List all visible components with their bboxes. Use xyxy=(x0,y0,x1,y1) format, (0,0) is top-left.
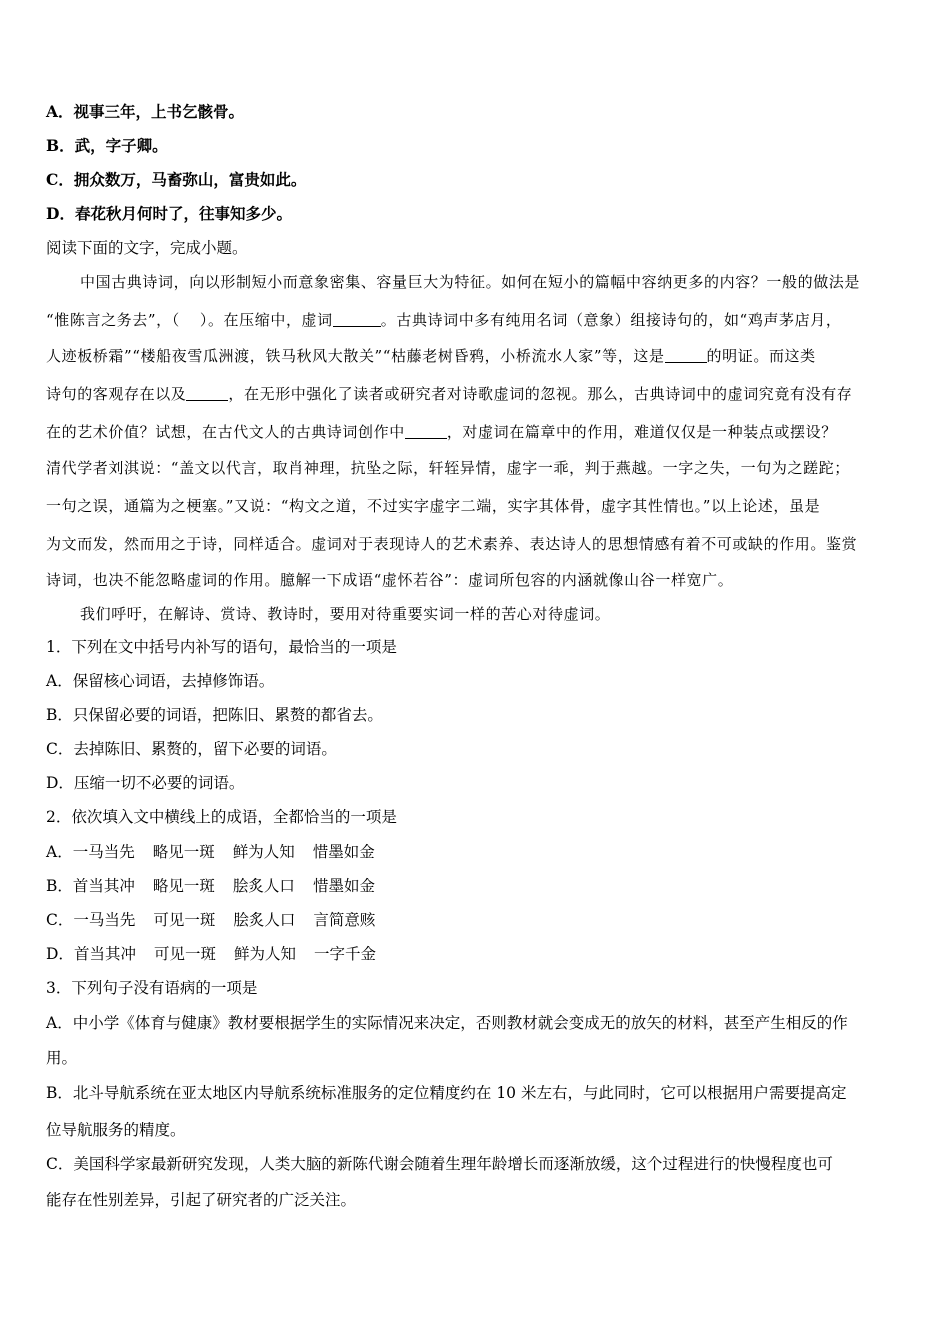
passage-line xyxy=(46,310,841,330)
q2-option-c xyxy=(46,910,375,930)
passage-line: 我们呼吁，在解诗、赏诗、教诗时，要用对待重要实词一样的苦心对待虚词。 xyxy=(80,605,611,623)
passage-text: 的明证。而这类 xyxy=(706,347,816,365)
q2-option-a xyxy=(46,842,375,862)
top-option-d: D．春花秋月何时了，往事知多少。 xyxy=(46,204,292,223)
question-3-stem: 3．下列句子没有语病的一项是 xyxy=(46,979,258,997)
passage-line: 一句之误，通篇为之梗塞。”又说：“构文之道，不过实字虚字二端，实字其体骨，虚字其性情也。”以上论述，虽是 xyxy=(46,497,821,515)
idiom: 惜墨如金 xyxy=(312,877,375,895)
idiom: 鲜为人知 xyxy=(233,945,296,963)
q3-option-b-line1: B．北斗导航系统在亚太地区内导航系统标准服务的定位精度约在 10 米左右，与此同时，它可以根据用户需要提高定 xyxy=(46,1084,847,1102)
passage-text: 。古典诗词中多有纯用名词（意象）组接诗句的，如“鸡声茅店月， xyxy=(380,311,842,329)
idiom: 首当其冲 xyxy=(73,945,136,963)
passage-text: “惟陈言之务去”，（ xyxy=(46,311,180,329)
passage-text: ）。在压缩中，虚词 xyxy=(199,311,333,329)
q2-option-d xyxy=(46,944,376,964)
passage-line xyxy=(46,346,816,366)
passage-line xyxy=(46,384,852,404)
idiom: 惜墨如金 xyxy=(312,843,375,861)
q1-option-a: A．保留核心词语，去掉修饰语。 xyxy=(46,672,275,690)
question-1-stem: 1．下列在文中括号内补写的语句，最恰当的一项是 xyxy=(46,638,397,656)
idiom: 略见一斑 xyxy=(152,877,215,895)
q1-option-d: D．压缩一切不必要的词语。 xyxy=(46,774,245,792)
reading-instruction: 阅读下面的文字，完成小题。 xyxy=(46,239,248,257)
passage-line: 为文而发，然而用之于诗，同样适合。虚词对于表现诗人的艺术素养、表达诗人的思想情感有着不可或缺的作用。鉴赏 xyxy=(46,535,858,553)
idiom: 可见一斑 xyxy=(153,911,216,929)
passage-text: 人迹板桥霜”“楼船夜雪瓜洲渡，铁马秋风大散关”“枯藤老树昏鸦，小桥流水人家”等，这是 xyxy=(46,347,665,365)
q1-option-c: C．去掉陈旧、累赘的，留下必要的词语。 xyxy=(46,740,337,758)
idiom: 一马当先 xyxy=(72,843,135,861)
q3-option-c-line1: C．美国科学家最新研究发现，人类大脑的新陈代谢会随着生理年龄增长而逐渐放缓，这个过程进行的快慢程度也可 xyxy=(46,1155,833,1173)
idiom: 脍炙人口 xyxy=(232,877,295,895)
fill-blank-2 xyxy=(665,347,707,363)
idiom: 略见一斑 xyxy=(152,843,215,861)
top-option-c: C．拥众数万，马畜弥山，富贵如此。 xyxy=(46,170,307,189)
passage-text: 在的艺术价值？试想，在古代文人的古典诗词创作中 xyxy=(46,423,405,441)
passage-line: 诗词，也决不能忽略虚词的作用。臆解一下成语“虚怀若谷”：虚词所包容的内涵就像山谷一样宽广。 xyxy=(46,571,734,589)
idiom: 言简意赅 xyxy=(313,911,376,929)
question-2-stem: 2．依次填入文中横线上的成语，全都恰当的一项是 xyxy=(46,808,397,826)
idiom: 一马当先 xyxy=(73,911,136,929)
top-option-b: B．武，字子卿。 xyxy=(46,136,168,155)
idiom: 可见一斑 xyxy=(153,945,216,963)
q3-option-a-line1: A．中小学《体育与健康》教材要根据学生的实际情况来决定，否则教材就会变成无的放矢的材料，甚至产生相反的作 xyxy=(46,1014,848,1032)
option-letter: D． xyxy=(46,945,74,963)
q1-option-b: B．只保留必要的词语，把陈旧、累赘的都省去。 xyxy=(46,706,383,724)
passage-text: 诗句的客观存在以及 xyxy=(46,385,187,403)
passage-text: ，对虚词在篇章中的作用，难道仅仅是一种装点或摆设？ xyxy=(446,423,837,441)
fill-blank-4 xyxy=(405,423,447,439)
idiom: 首当其冲 xyxy=(72,877,135,895)
idiom: 脍炙人口 xyxy=(233,911,296,929)
idiom: 鲜为人知 xyxy=(232,843,295,861)
q2-option-b xyxy=(46,876,375,896)
passage-line xyxy=(46,422,837,442)
q3-option-b-line2: 位导航服务的精度。 xyxy=(46,1121,186,1139)
option-letter: B． xyxy=(46,877,73,895)
q3-option-a-line2: 用。 xyxy=(46,1049,78,1067)
option-letter: A． xyxy=(46,843,73,861)
passage-text: ，在无形中强化了读者或研究者对诗歌虚词的忽视。那么，古典诗词中的虚词究竟有没有存 xyxy=(228,385,853,403)
top-option-a: A．视事三年，上书乞骸骨。 xyxy=(46,102,245,121)
q3-option-c-line2: 能存在性别差异，引起了研究者的广泛关注。 xyxy=(46,1191,357,1209)
passage-line: 中国古典诗词，向以形制短小而意象密集、容量巨大为特征。如何在短小的篇幅中容纳更多的内容？一般的做法是 xyxy=(80,273,861,291)
option-letter: C． xyxy=(46,911,74,929)
passage-line: 清代学者刘淇说：“盖文以代言，取肖神理，抗坠之际，轩轾异情，虚字一乖，判于燕越。一字之失，一句为之蹉跎； xyxy=(46,459,850,477)
idiom: 一字千金 xyxy=(313,945,376,963)
fill-blank-1 xyxy=(333,311,381,327)
fill-blank-3 xyxy=(186,385,228,401)
